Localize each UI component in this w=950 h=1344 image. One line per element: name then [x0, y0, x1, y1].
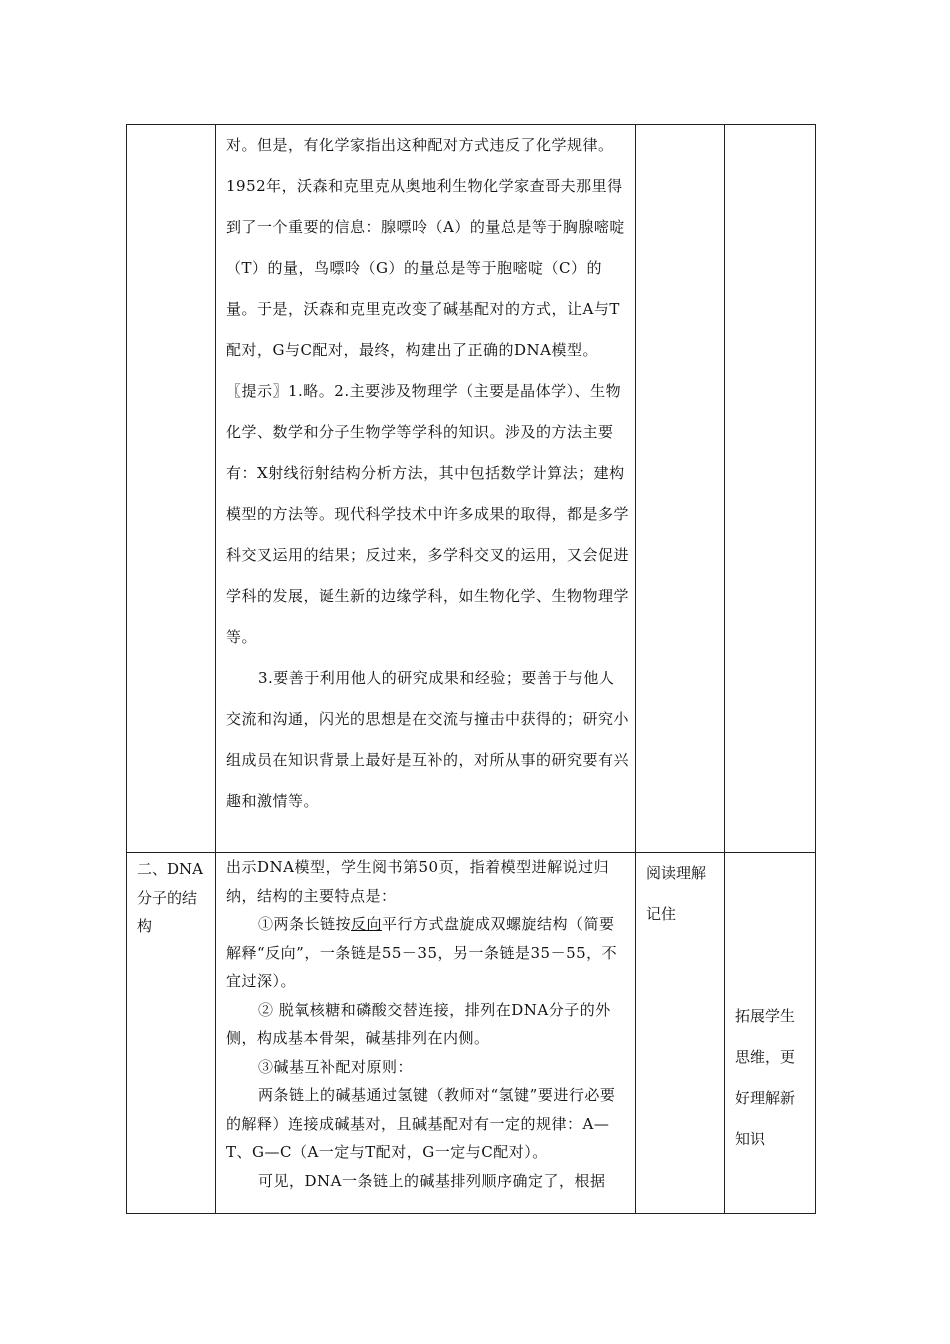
- intro-paragraph: 出示DNA模型，学生阅书第50页，指着模型进解说过归纳，结构的主要特点是：: [226, 858, 610, 905]
- point-1: [216, 910, 635, 996]
- student-activity-cell: [636, 125, 725, 853]
- student-activity-cell: [636, 853, 725, 1214]
- design-intent-text: 拓展学生思维，更好理解新知识: [735, 1007, 796, 1148]
- content-cell: [216, 853, 636, 1214]
- design-intent-cell: [725, 125, 816, 853]
- table-row: [127, 125, 816, 853]
- lesson-plan-table: [126, 124, 816, 1214]
- body-paragraph: 对。但是，有化学家指出这种配对方式违反了化学规律。1952年，沃森和克里克从奥地利生物化学家查哥夫那里得到了一个重要的信息：腺嘌呤（A）的量总是等于胸腺嘧啶（T）的量，鸟嘌呤（G）的量总是等于胞嘧啶（C）的量。于是，沃森和克里克改变了碱基配对的方式，让A与T配对，G与C配对，最终，构建出了正确的DNA模型。: [226, 136, 625, 359]
- point-1-start: ①两条长链按: [258, 915, 352, 933]
- student-activity-text: 阅读理解记住: [646, 864, 707, 923]
- point-1-underlined: 反向: [351, 915, 383, 933]
- conclusion-paragraph: 可见，DNA一条链上的碱基排列顺序确定了，根据: [258, 1171, 606, 1190]
- hint-paragraph: 〖提示〗1.略。2.主要涉及物理学（主要是晶体学）、生物化学、数学和分子生物学等学科的知识。涉及的方法主要有：X射线衍射结构分析方法，其中包括数学计算法；建构模型的方法等。现代科学技术中许多成果的取得，都是多学科交叉运用的结果；反过来，多学科交叉的运用，又会促进学科的发展，诞生新的边缘学科，如生物化学、生物物理学等。: [226, 382, 630, 646]
- section-cell: [127, 125, 216, 853]
- point-3: ③碱基互补配对原则：: [258, 1057, 414, 1076]
- point-1-end: 平行方式盘旋成双螺旋结构（简要解释“反向”，一条链是55－35，另一条链是35－55，不宜过深）。: [226, 915, 618, 990]
- point-3-detail: 两条链上的碱基通过氢键（教师对“氢键”要进行必要的解释）连接成碱基对，且碱基配对有一定的规律：A—T、G—C（A一定与T配对，G一定与C配对）。: [226, 1086, 616, 1161]
- section-cell: [127, 853, 216, 1214]
- body-paragraph: 3.要善于利用他人的研究成果和经验；要善于与他人交流和沟通，闪光的思想是在交流与撞击中获得的；研究小组成员在知识背景上最好是互补的，对所从事的研究要有兴趣和激情等。: [226, 669, 630, 810]
- content-cell: [216, 125, 636, 853]
- design-intent-cell: [725, 853, 816, 1214]
- section-title: 二、DNA分子的结构: [137, 860, 203, 935]
- point-2: ② 脱氧核糖和磷酸交替连接，排列在DNA分子的外侧，构成基本骨架，碱基排列在内侧。: [226, 1000, 611, 1047]
- table-row: [127, 853, 816, 1214]
